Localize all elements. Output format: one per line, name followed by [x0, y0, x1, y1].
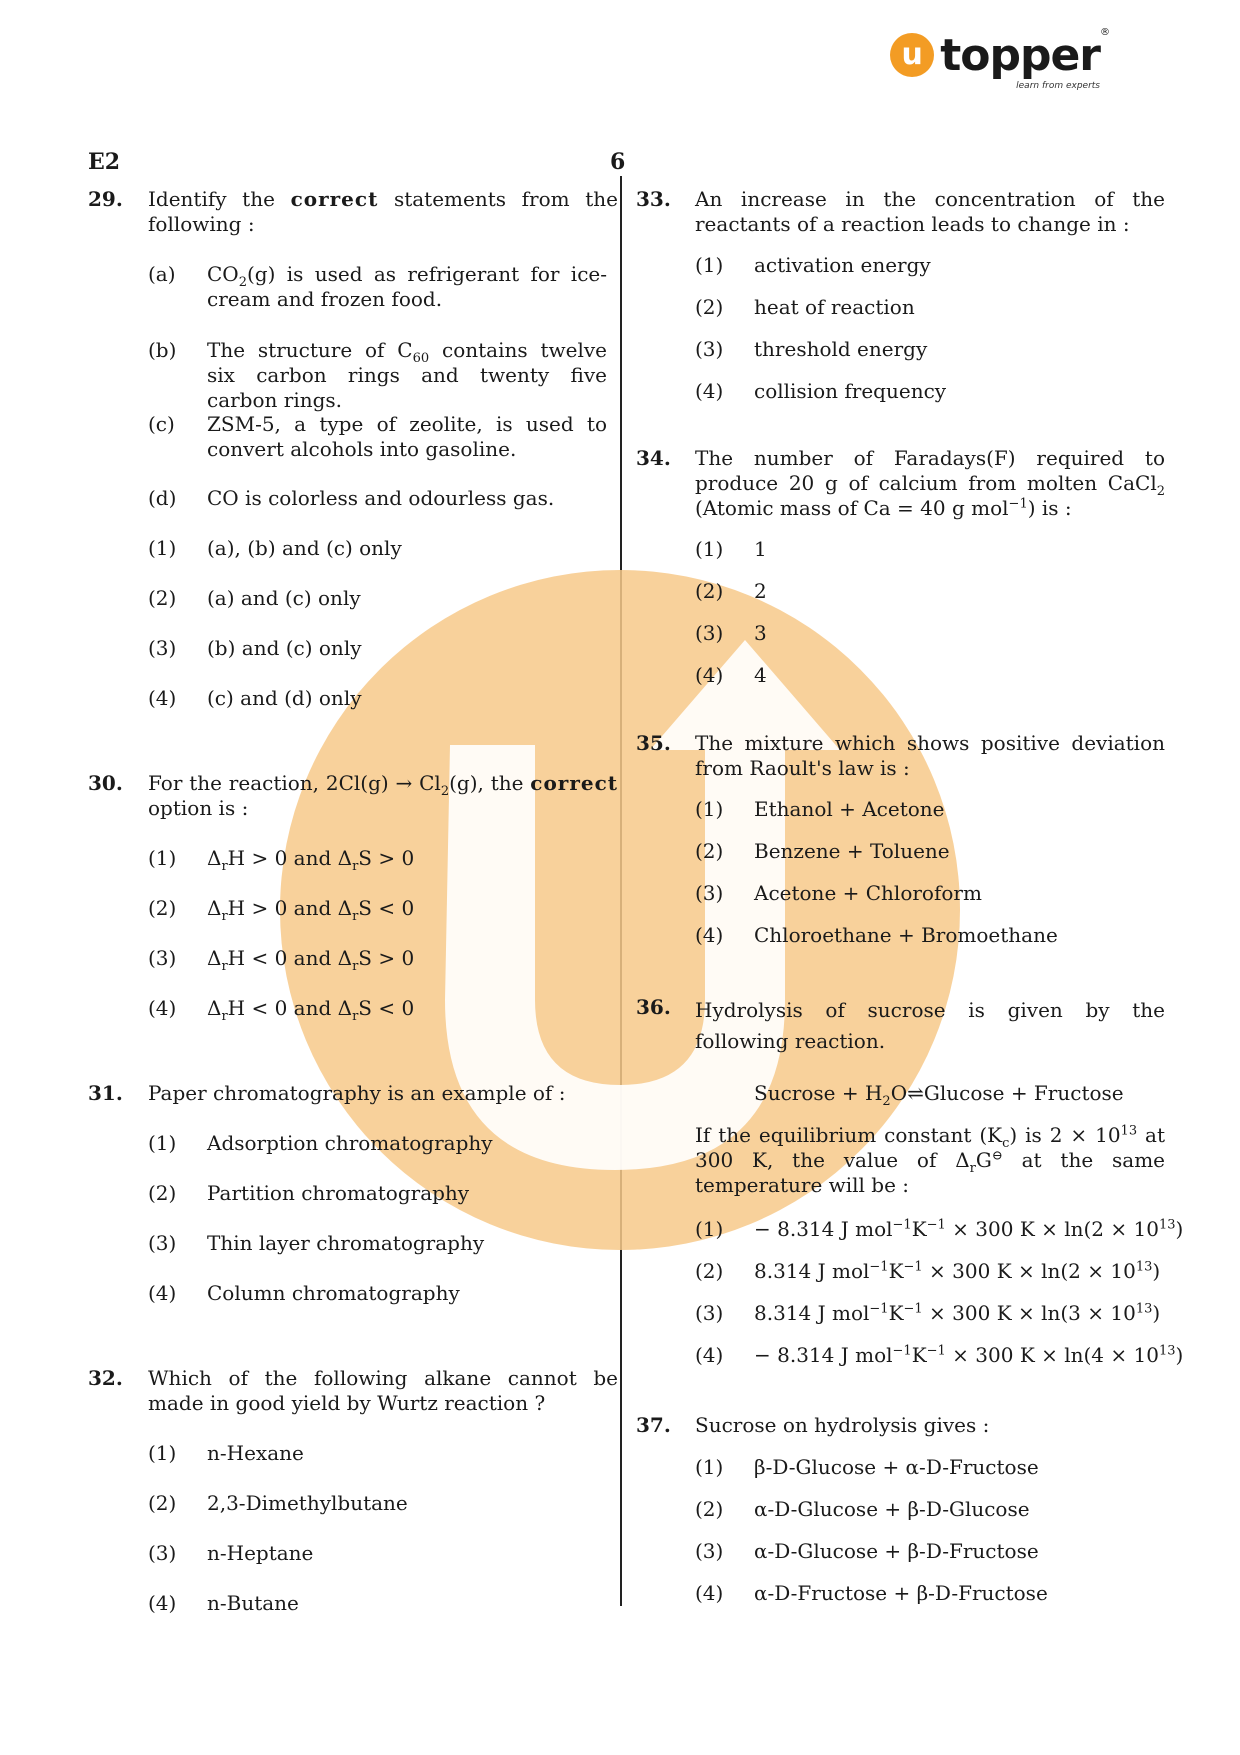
q35-option-2: Benzene + Toluene: [754, 839, 950, 863]
q36-option-4: − 8.314 J $mol^{-1}K^{-1} \times 300$ $K \times \ln(4 \times 10^{13})$: [754, 1343, 1184, 1367]
q37-option-3: α-D-Glucose + β-D-Fructose: [754, 1539, 1039, 1563]
q32-option-4-label: (4): [148, 1591, 177, 1615]
q35-number: 35.: [636, 731, 671, 755]
q30-option-3-label: (3): [148, 946, 177, 970]
paper-code: E2: [88, 149, 121, 175]
q34-option-2: 2: [754, 579, 767, 603]
q37-option-2: α-D-Glucose + β-D-Glucose: [754, 1497, 1030, 1521]
q36-option-3: 8.314 J $mol^{-1}K^{-1} \times 300$ $K \times \ln(3 \times 10^{13})$: [754, 1301, 1161, 1325]
q37-option-3-label: (3): [695, 1539, 724, 1563]
q33-option-2: heat of reaction: [754, 295, 915, 319]
q36-number: 36.: [636, 995, 671, 1019]
q30-number: 30.: [88, 771, 123, 795]
q35-option-1: Ethanol + Acetone: [754, 797, 945, 821]
q29-option-3: (b) and (c) only: [207, 636, 362, 660]
q31-option-2: Partition chromatography: [207, 1181, 470, 1205]
q29-number: 29.: [88, 187, 123, 211]
q34-option-4-label: (4): [695, 663, 724, 687]
q31-option-2-label: (2): [148, 1181, 177, 1205]
q30-option-2: $\Delta_rH > 0$ and $\Delta_rS < 0$: [207, 896, 415, 924]
q29-statement-c: ZSM-5, a type of zeolite, is used to convert alcohols into gasoline.: [207, 412, 607, 461]
q35-option-3-label: (3): [695, 881, 724, 905]
q32-number: 32.: [88, 1366, 123, 1390]
q33-option-1: activation energy: [754, 253, 931, 277]
q34-option-2-label: (2): [695, 579, 724, 603]
q31-option-1-label: (1): [148, 1131, 177, 1155]
logo-u-icon: u: [890, 33, 934, 77]
q34-option-3-label: (3): [695, 621, 724, 645]
q32-option-1: n-Hexane: [207, 1441, 304, 1465]
q33-option-3-label: (3): [695, 337, 724, 361]
q37-option-2-label: (2): [695, 1497, 724, 1521]
q34-option-4: 4: [754, 663, 767, 687]
q34-stem: The number of Faradays(F) required to produce 20 g of calcium from molten CaCl$_2$ (Atomic mass of Ca = 40 g mol$^{-1}$) is :: [695, 446, 1165, 520]
q36-option-1-label: (1): [695, 1217, 724, 1241]
equilibrium-arrow-icon: ⇌: [907, 1081, 924, 1105]
q33-option-1-label: (1): [695, 253, 724, 277]
q37-option-4-label: (4): [695, 1581, 724, 1605]
q31-number: 31.: [88, 1081, 123, 1105]
q29-option-4: (c) and (d) only: [207, 686, 362, 710]
q33-option-3: threshold energy: [754, 337, 928, 361]
q32-option-3: n-Heptane: [207, 1541, 314, 1565]
q29-option-1: (a), (b) and (c) only: [207, 536, 402, 560]
q29-option-4-label: (4): [148, 686, 177, 710]
q29-statement-d: CO is colorless and odourless gas.: [207, 486, 555, 510]
q33-option-4-label: (4): [695, 379, 724, 403]
q30-option-3: $\Delta_rH < 0$ and $\Delta_rS > 0$: [207, 946, 415, 974]
q31-option-4-label: (4): [148, 1281, 177, 1305]
q29-option-2-label: (2): [148, 586, 177, 610]
q31-option-3: Thin layer chromatography: [207, 1231, 485, 1255]
q36-option-1: − 8.314 J $mol^{-1}K^{-1} \times 300$ $K \times \ln(2 \times 10^{13})$: [754, 1217, 1184, 1241]
q34-option-1: 1: [754, 537, 767, 561]
q35-option-1-label: (1): [695, 797, 724, 821]
q33-number: 33.: [636, 187, 671, 211]
q32-option-3-label: (3): [148, 1541, 177, 1565]
q31-option-1: Adsorption chromatography: [207, 1131, 493, 1155]
q29-statement-d-label: (d): [148, 486, 177, 510]
q35-option-4-label: (4): [695, 923, 724, 947]
q32-option-1-label: (1): [148, 1441, 177, 1465]
q30-option-1: $\Delta_rH > 0$ and $\Delta_rS > 0$: [207, 846, 415, 874]
q36-option-2-label: (2): [695, 1259, 724, 1283]
q31-stem: Paper chromatography is an example of :: [148, 1081, 566, 1105]
q37-option-1: β-D-Glucose + α-D-Fructose: [754, 1455, 1039, 1479]
q37-option-4: α-D-Fructose + β-D-Fructose: [754, 1581, 1048, 1605]
q29-statement-a-label: (a): [148, 262, 176, 286]
registered-icon: ®: [1100, 27, 1110, 38]
q36-equation: Sucrose + $H_2O\rightleftharpoons Glucose$ + Fructose: [754, 1081, 1124, 1109]
q32-stem: Which of the following alkane cannot be made in good yield by Wurtz reaction ?: [148, 1366, 618, 1415]
q32-option-2: 2,3-Dimethylbutane: [207, 1491, 408, 1515]
q36-condition: If the equilibrium constant $(K_c)$ is $2 \times 10^{13}$ at 300 K, the value of $\Delta_rG^⊖$ at the same temperature will be :: [695, 1123, 1165, 1197]
q32-option-2-label: (2): [148, 1491, 177, 1515]
q36-option-2: 8.314 J $mol^{-1}K^{-1} \times 300$ $K \times \ln(2 \times 10^{13})$: [754, 1259, 1161, 1283]
q34-number: 34.: [636, 446, 671, 470]
q31-option-4: Column chromatography: [207, 1281, 460, 1305]
q35-option-4: Chloroethane + Bromoethane: [754, 923, 1058, 947]
q29-statement-c-label: (c): [148, 412, 175, 436]
q35-option-2-label: (2): [695, 839, 724, 863]
q36-stem: Hydrolysis of sucrose is given by the following reaction.: [695, 998, 1165, 1053]
q33-option-4: collision frequency: [754, 379, 947, 403]
q37-option-1-label: (1): [695, 1455, 724, 1479]
q30-option-2-label: (2): [148, 896, 177, 920]
q37-number: 37.: [636, 1413, 671, 1437]
q35-option-3: Acetone + Chloroform: [754, 881, 982, 905]
q31-option-3-label: (3): [148, 1231, 177, 1255]
q29-statement-b: The structure of $C_{60}$ contains twelve six carbon rings and twenty five carbon rings.: [207, 338, 607, 412]
logo-wordmark: topper: [940, 29, 1100, 81]
logo-tagline: learn from experts: [1016, 81, 1100, 91]
q33-stem: An increase in the concentration of the reactants of a reaction leads to change in :: [695, 187, 1165, 236]
q29-option-1-label: (1): [148, 536, 177, 560]
q33-option-2-label: (2): [695, 295, 724, 319]
q36-option-4-label: (4): [695, 1343, 724, 1367]
q30-stem: For the reaction, $2Cl(g) \to Cl_2(g)$, the correct option is :: [148, 771, 619, 820]
q34-option-3: 3: [754, 621, 767, 645]
topper-logo: [890, 20, 1110, 91]
q34-option-1-label: (1): [695, 537, 724, 561]
q29-statement-a: $CO_2(g)$ is used as refrigerant for ice-cream and frozen food.: [207, 262, 607, 311]
q30-option-4-label: (4): [148, 996, 177, 1020]
q35-stem: The mixture which shows positive deviation from Raoult's law is :: [695, 731, 1165, 780]
q30-option-4: $\Delta_rH < 0$ and $\Delta_rS < 0$: [207, 996, 415, 1024]
q32-option-4: n-Butane: [207, 1591, 299, 1615]
q30-option-1-label: (1): [148, 846, 177, 870]
q29-statement-b-label: (b): [148, 338, 177, 362]
q36-option-3-label: (3): [695, 1301, 724, 1325]
q29-stem: Identify the correct statements from the following :: [148, 187, 619, 236]
q37-stem: Sucrose on hydrolysis gives :: [695, 1413, 990, 1437]
page-number: 6: [610, 149, 626, 175]
q29-option-2: (a) and (c) only: [207, 586, 361, 610]
q29-option-3-label: (3): [148, 636, 177, 660]
